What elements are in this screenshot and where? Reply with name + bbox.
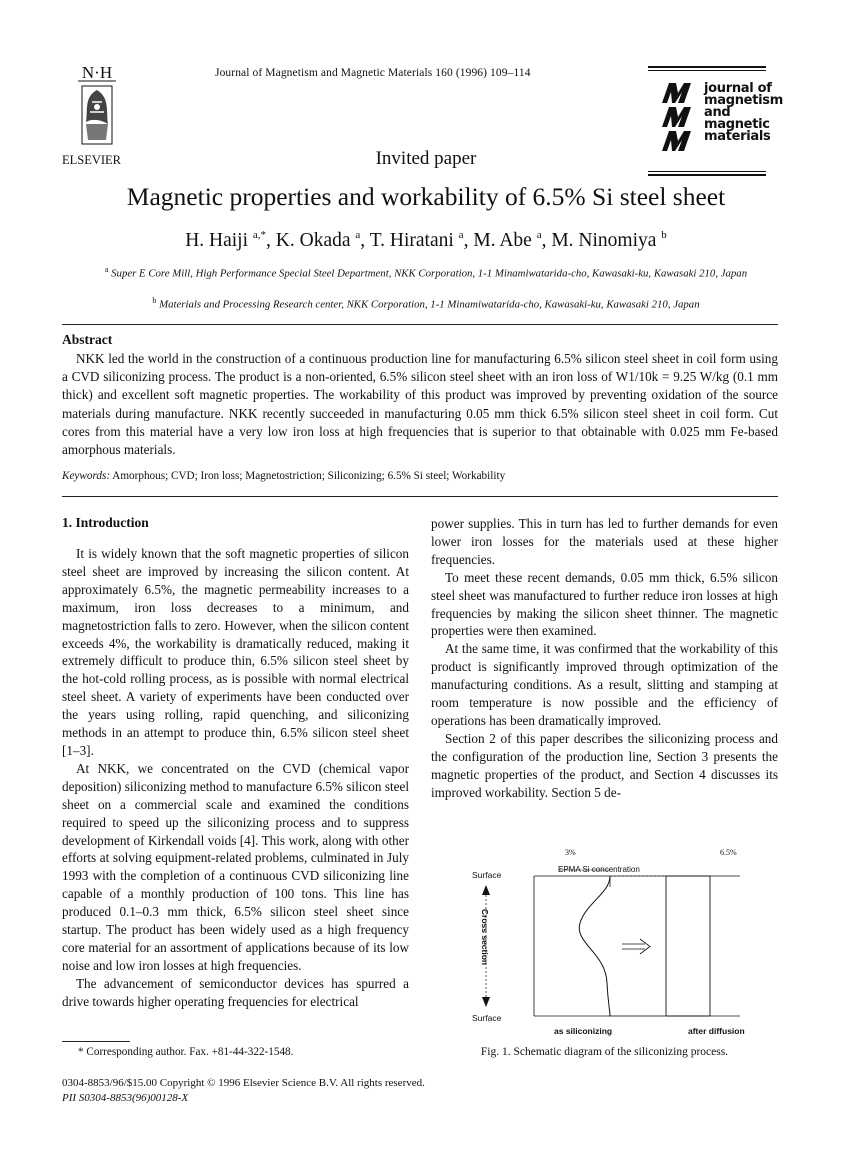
paragraph: At NKK, we concentrated on the CVD (chemical vapor deposition) siliconizing method to manufacture 6.5% silicon steel sheet on a commercial scale and examined the conditions required to speed up the siliconizing process and to suppress development of Kirkendall voids [4]. This work, along with other efforts at solving equipment-related problems, culminated in July 1993 with the completion of a continuous CVD siliconizing line capable of a monthly production of 100 tons. This line has produced 0.1–0.3 mm thick, 6.5% silicon steel sheet since startup. The product has been widely used as a high frequency core material for an assortment of applications because of its low noise and low iron losses at high frequencies. bbox=[62, 760, 409, 973]
copyright-line: 0304-8853/96/$15.00 Copyright © 1996 Elsevier Science B.V. All rights reserved. bbox=[62, 1077, 425, 1089]
keywords-label: Keywords: bbox=[62, 470, 111, 482]
author-affil-mark: a bbox=[355, 229, 361, 241]
fig-label-epma: EPMA Si concentration bbox=[558, 865, 640, 874]
journal-m-icon bbox=[660, 81, 702, 155]
author-affil-mark: a bbox=[536, 229, 542, 241]
fig-label-cross-section: Cross section bbox=[480, 908, 490, 966]
keywords bbox=[62, 470, 505, 482]
footnote-divider bbox=[62, 1041, 130, 1042]
right-column bbox=[431, 515, 778, 802]
abstract-heading: Abstract bbox=[62, 332, 113, 347]
author-name: K. Okada bbox=[275, 230, 351, 251]
arrow-down-icon bbox=[482, 997, 490, 1007]
keywords-text: Amorphous; CVD; Iron loss; Magnetostriction; Siliconizing; 6.5% Si steel; Workability bbox=[112, 470, 506, 482]
section-heading: 1. Introduction bbox=[62, 515, 149, 530]
author-name: M. Ninomiya bbox=[551, 230, 657, 251]
elsevier-logo bbox=[62, 62, 132, 157]
affiliation-a bbox=[70, 263, 782, 281]
footnote: * Corresponding author. Fax. +81-44-322-1548. bbox=[78, 1046, 294, 1058]
journal-logo-line: materials bbox=[704, 129, 771, 144]
affiliation-text: Super E Core Mill, High Performance Special Steel Department, NKK Corporation, 1-1 Minamiwatarida-cho, Kawasaki-ku, Kawasaki 210, Japan bbox=[111, 267, 748, 280]
divider bbox=[62, 496, 778, 497]
paper-type: Invited paper bbox=[375, 148, 477, 169]
author-affil-mark: a,* bbox=[252, 229, 267, 241]
author-affil-mark: b bbox=[661, 229, 667, 241]
abstract-text: NKK led the world in the construction of a continuous production line for manufacturing 6.5% silicon steel sheet in coil form using a CVD siliconizing process. The product is a non-oriented, 6.5% silicon steel sheet with an iron loss of W1/10k = 9.25 W/kg (0.1 mm thick) and excellent soft magnetic properties. The workability of this product was improved by preventing oxidation of the source materials during manufacture. NKK recently succeeded in manufacturing 0.05 mm thick 6.5% silicon steel sheet in coil form. Cut cores from this material have a very low iron loss at high frequencies that is superior to that obtainable with 0.025 mm Fe-based amorphous materials. bbox=[62, 351, 778, 458]
copyright bbox=[62, 1076, 425, 1106]
journal-logo-line: magnetism bbox=[704, 93, 783, 108]
figure-caption: Fig. 1. Schematic diagram of the siliconizing process. bbox=[480, 1046, 729, 1058]
affiliation-mark: a bbox=[104, 265, 109, 274]
paragraph: To meet these recent demands, 0.05 mm thick, 6.5% silicon steel sheet was manufactured to further reduce iron losses at high frequencies by making the silicon sheet thinner. The magnetic properties were then examined. bbox=[431, 569, 778, 639]
pii-line: PII S0304-8853(96)00128-X bbox=[62, 1092, 189, 1104]
fig-label-surface-top: Surface bbox=[472, 870, 502, 880]
author-name: T. Hiratani bbox=[369, 230, 454, 251]
affiliation-text: Materials and Processing Research center, NKK Corporation, 1-1 Minamiwatarida-cho, Kawasaki-ku, Kawasaki 210, Japan bbox=[159, 298, 700, 311]
fig-label-surface-bottom: Surface bbox=[472, 1013, 502, 1023]
author-affil-mark: a bbox=[458, 229, 464, 241]
journal-logo-line: and bbox=[704, 105, 731, 120]
divider bbox=[62, 324, 778, 325]
paragraph: At the same time, it was confirmed that the workability of this product is significantly improved through optimization of the manufacturing conditions. As a result, slitting and stamping at room temperature is now possible and the efficiency of operations has been dramatically improved. bbox=[431, 641, 778, 728]
author-name: M. Abe bbox=[473, 230, 532, 251]
author-list: H. Haiji $^{a,*}$, K. Okada $^a$, T. Hiratani $^a$, M. Abe $^a$, M. Ninomiya $^b$ bbox=[185, 229, 667, 251]
journal-logo-line: magnetic bbox=[704, 117, 770, 132]
paragraph: The advancement of semiconductor devices has spurred a drive towards higher operating frequencies for electrical bbox=[62, 975, 409, 1009]
journal-logo-line: journal of bbox=[704, 81, 772, 96]
paragraph: It is widely known that the soft magnetic properties of silicon steel sheet are improved by increasing the silicon content. At approximately 6.5%, the magnetic permeability increases to a maximum, iron loss decreases to a minimum, and magnetostriction falls to zero. However, when the silicon content exceeds 4%, the workability is dramatically reduced, making it extremely difficult to produce thin, 6.5% silicon steel sheet by the hot-cold rolling process, as is possible with normal electrical steel sheet. A variety of experiments have been conducted over the years using rolling, rapid quenching, and siliconizing methods in an attempt to produce thin, 6.5% silicon steel sheet [1–3]. bbox=[62, 546, 409, 758]
publisher-name: ELSEVIER bbox=[62, 153, 122, 167]
paragraph: power supplies. This in turn has led to further demands for even lower iron losses for the materials used at these higher frequencies. bbox=[431, 516, 778, 567]
arrow-up-icon bbox=[482, 885, 490, 895]
elsevier-logo-text: N·H bbox=[81, 63, 113, 82]
left-column bbox=[62, 545, 409, 1011]
fig-label-as-siliconizing: as siliconizing bbox=[554, 1026, 613, 1036]
fig-label-3pct: 3% bbox=[565, 848, 576, 857]
affiliation-b bbox=[70, 294, 782, 312]
affiliation-mark: b bbox=[152, 296, 157, 305]
paragraph: Section 2 of this paper describes the siliconizing process and the configuration of the production line, Section 3 presents the magnetic properties of the product, and Section 4 discusses its improved workability. Section 5 de- bbox=[431, 730, 778, 800]
paper-title: Magnetic properties and workability of 6.5% Si steel sheet bbox=[126, 182, 726, 211]
figure-1 bbox=[470, 843, 770, 1048]
fig-label-65pct: 6.5% bbox=[720, 848, 737, 857]
journal-citation: Journal of Magnetism and Magnetic Materials 160 (1996) 109–114 bbox=[215, 67, 531, 79]
author-name: H. Haiji bbox=[185, 230, 249, 251]
fig-label-after-diffusion: after diffusion bbox=[688, 1026, 745, 1036]
